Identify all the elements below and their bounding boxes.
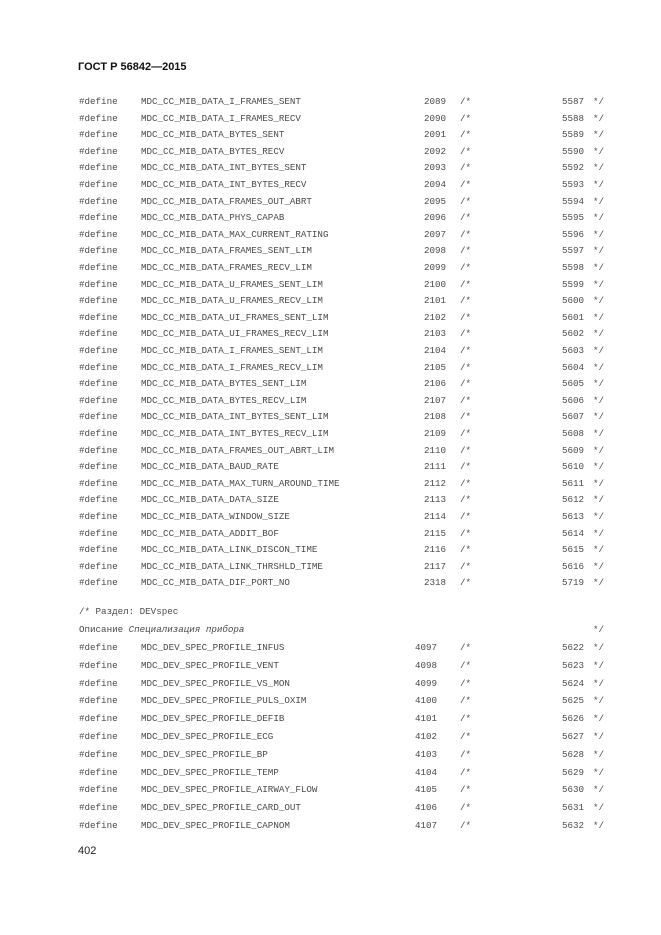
constant-name: MDC_CC_MIB_DATA_FRAMES_OUT_ABRT bbox=[141, 195, 312, 207]
section-description-text bbox=[79, 624, 244, 635]
comment-start: /* bbox=[460, 112, 472, 124]
constant-name: MDC_CC_MIB_DATA_MAX_TURN_AROUND_TIME bbox=[141, 477, 340, 489]
define-keyword: #define bbox=[79, 766, 118, 778]
constant-name: MDC_CC_MIB_DATA_I_FRAMES_SENT bbox=[141, 96, 301, 107]
comment-start: /* bbox=[460, 461, 472, 473]
comment-start: /* bbox=[460, 328, 472, 340]
define-row bbox=[0, 511, 661, 525]
define-row bbox=[0, 146, 661, 160]
reference-code: 5719 bbox=[561, 577, 584, 589]
comment-end: */ bbox=[593, 212, 605, 224]
constant-value: 2089 bbox=[423, 96, 446, 107]
reference-code: 5595 bbox=[561, 212, 584, 224]
comment-start: /* bbox=[460, 228, 472, 240]
reference-code: 5606 bbox=[561, 394, 584, 406]
define-row bbox=[0, 212, 661, 226]
comment-start: /* bbox=[460, 129, 472, 141]
constant-value: 2114 bbox=[423, 511, 446, 522]
constant-value: 4102 bbox=[414, 731, 437, 742]
reference-code: 5616 bbox=[561, 560, 584, 572]
define-row bbox=[0, 695, 661, 709]
constant-name: MDC_CC_MIB_DATA_FRAMES_OUT_ABRT_LIM bbox=[141, 444, 334, 456]
reference-code: 5613 bbox=[561, 511, 584, 522]
reference-code: 5592 bbox=[561, 162, 584, 174]
comment-start: /* bbox=[460, 262, 472, 273]
define-row bbox=[0, 279, 661, 293]
define-row bbox=[0, 784, 661, 798]
constant-name: MDC_DEV_SPEC_PROFILE_VS_MON bbox=[141, 677, 290, 689]
define-keyword: #define bbox=[79, 195, 118, 207]
constant-value: 2096 bbox=[423, 212, 446, 224]
comment-end: */ bbox=[593, 560, 605, 572]
define-keyword: #define bbox=[79, 677, 118, 689]
reference-code: 5627 bbox=[561, 731, 584, 742]
comment-end: */ bbox=[593, 766, 605, 778]
constant-name: MDC_CC_MIB_DATA_I_FRAMES_RECV bbox=[141, 112, 301, 124]
constant-name: MDC_CC_MIB_DATA_LINK_DISCON_TIME bbox=[141, 544, 318, 556]
define-row bbox=[0, 196, 661, 210]
define-row bbox=[0, 528, 661, 542]
constant-name: MDC_CC_MIB_DATA_MAX_CURRENT_RATING bbox=[141, 228, 329, 240]
comment-start: /* bbox=[460, 731, 472, 742]
define-row bbox=[0, 445, 661, 459]
constant-name: MDC_CC_MIB_DATA_BYTES_RECV bbox=[141, 145, 285, 157]
constant-value: 2107 bbox=[423, 394, 446, 406]
comment-start: /* bbox=[460, 378, 472, 390]
constant-name: MDC_CC_MIB_DATA_UI_FRAMES_RECV_LIM bbox=[141, 328, 329, 340]
constant-name: MDC_CC_MIB_DATA_INT_BYTES_RECV bbox=[141, 179, 307, 190]
define-keyword: #define bbox=[79, 477, 118, 489]
constant-value: 2115 bbox=[423, 527, 446, 539]
reference-code: 5593 bbox=[561, 179, 584, 190]
comment-start: /* bbox=[460, 361, 472, 373]
comment-end: */ bbox=[593, 179, 605, 190]
constant-value: 2102 bbox=[423, 311, 446, 323]
define-row bbox=[0, 262, 661, 276]
comment-start: /* bbox=[460, 428, 472, 439]
constant-name: MDC_DEV_SPEC_PROFILE_CAPNOM bbox=[141, 820, 290, 831]
comment-end: */ bbox=[593, 195, 605, 207]
comment-end: */ bbox=[593, 428, 605, 439]
constant-value: 2318 bbox=[423, 577, 446, 589]
comment-start: /* bbox=[460, 195, 472, 207]
comment-start: /* bbox=[460, 494, 472, 506]
comment-end: */ bbox=[593, 659, 605, 671]
comment-start: /* bbox=[460, 560, 472, 572]
comment-end: */ bbox=[593, 328, 605, 340]
reference-code: 5625 bbox=[561, 695, 584, 707]
define-keyword: #define bbox=[79, 642, 118, 653]
reference-code: 5628 bbox=[561, 748, 584, 760]
define-keyword: #define bbox=[79, 713, 118, 725]
comment-end: */ bbox=[593, 411, 605, 423]
constant-name: MDC_DEV_SPEC_PROFILE_AIRWAY_FLOW bbox=[141, 784, 318, 796]
comment-start: /* bbox=[460, 695, 472, 707]
define-keyword: #define bbox=[79, 731, 118, 742]
define-keyword: #define bbox=[79, 802, 118, 814]
description-value: Специализация прибора bbox=[128, 624, 245, 635]
constant-name: MDC_CC_MIB_DATA_LINK_THRSHLD_TIME bbox=[141, 560, 323, 572]
comment-start: /* bbox=[460, 145, 472, 157]
comment-start: /* bbox=[460, 802, 472, 814]
comment-end: */ bbox=[593, 96, 605, 107]
comment-end: */ bbox=[593, 228, 605, 240]
constant-name: MDC_CC_MIB_DATA_FRAMES_SENT_LIM bbox=[141, 245, 312, 257]
define-keyword: #define bbox=[79, 577, 118, 589]
constant-value: 2117 bbox=[423, 560, 446, 572]
reference-code: 5612 bbox=[561, 494, 584, 506]
comment-end: */ bbox=[593, 129, 605, 141]
define-keyword: #define bbox=[79, 560, 118, 572]
define-keyword: #define bbox=[79, 112, 118, 124]
define-keyword: #define bbox=[79, 179, 118, 190]
reference-code: 5602 bbox=[561, 328, 584, 340]
comment-end: */ bbox=[593, 511, 605, 522]
constant-name: MDC_DEV_SPEC_PROFILE_DEFIB bbox=[141, 713, 285, 725]
comment-end: */ bbox=[593, 677, 605, 689]
comment-end: */ bbox=[593, 112, 605, 124]
define-keyword: #define bbox=[79, 262, 118, 273]
constant-value: 4100 bbox=[414, 695, 437, 707]
reference-code: 5590 bbox=[561, 145, 584, 157]
define-row bbox=[0, 577, 661, 591]
define-row bbox=[0, 179, 661, 193]
constant-value: 4103 bbox=[414, 748, 437, 760]
comment-start: /* bbox=[460, 784, 472, 796]
comment-start: /* bbox=[460, 96, 472, 107]
define-row bbox=[0, 660, 661, 674]
reference-code: 5587 bbox=[561, 96, 584, 107]
constant-name: MDC_DEV_SPEC_PROFILE_CARD_OUT bbox=[141, 802, 301, 814]
reference-code: 5622 bbox=[561, 642, 584, 653]
reference-code: 5594 bbox=[561, 195, 584, 207]
define-keyword: #define bbox=[79, 311, 118, 323]
define-row bbox=[0, 362, 661, 376]
constant-value: 4097 bbox=[414, 642, 437, 653]
comment-start: /* bbox=[460, 444, 472, 456]
constant-value: 2108 bbox=[423, 411, 446, 423]
reference-code: 5600 bbox=[561, 295, 584, 307]
comment-start: /* bbox=[460, 642, 472, 653]
define-row bbox=[0, 561, 661, 575]
reference-code: 5588 bbox=[561, 112, 584, 124]
define-keyword: #define bbox=[79, 162, 118, 174]
comment-end: */ bbox=[593, 245, 605, 257]
constant-value: 2113 bbox=[423, 494, 446, 506]
comment-end: */ bbox=[593, 624, 605, 635]
comment-start: /* bbox=[460, 477, 472, 489]
reference-code: 5611 bbox=[561, 477, 584, 489]
define-row bbox=[0, 544, 661, 558]
comment-end: */ bbox=[593, 444, 605, 456]
constant-value: 4105 bbox=[414, 784, 437, 796]
define-keyword: #define bbox=[79, 212, 118, 224]
constant-value: 4098 bbox=[414, 659, 437, 671]
constant-name: MDC_DEV_SPEC_PROFILE_VENT bbox=[141, 659, 279, 671]
comment-end: */ bbox=[593, 145, 605, 157]
constant-value: 2095 bbox=[423, 195, 446, 207]
page-number: 402 bbox=[78, 845, 97, 857]
comment-end: */ bbox=[593, 361, 605, 373]
define-row bbox=[0, 328, 661, 342]
reference-code: 5632 bbox=[561, 820, 584, 831]
reference-code: 5596 bbox=[561, 228, 584, 240]
define-row bbox=[0, 345, 661, 359]
comment-end: */ bbox=[593, 802, 605, 814]
define-row bbox=[0, 731, 661, 745]
comment-start: /* bbox=[460, 411, 472, 423]
define-row bbox=[0, 378, 661, 392]
document-header: ГОСТ Р 56842—2015 bbox=[78, 61, 187, 73]
define-keyword: #define bbox=[79, 145, 118, 157]
constant-name: MDC_CC_MIB_DATA_FRAMES_RECV_LIM bbox=[141, 262, 312, 273]
define-row bbox=[0, 295, 661, 309]
define-keyword: #define bbox=[79, 695, 118, 707]
comment-start: /* bbox=[460, 820, 472, 831]
define-row bbox=[0, 494, 661, 508]
constant-name: MDC_CC_MIB_DATA_DATA_SIZE bbox=[141, 494, 279, 506]
reference-code: 5597 bbox=[561, 245, 584, 257]
comment-end: */ bbox=[593, 748, 605, 760]
constant-value: 2098 bbox=[423, 245, 446, 257]
reference-code: 5624 bbox=[561, 677, 584, 689]
constant-value: 2099 bbox=[423, 262, 446, 273]
define-row bbox=[0, 245, 661, 259]
define-keyword: #define bbox=[79, 278, 118, 290]
comment-start: /* bbox=[460, 677, 472, 689]
define-row bbox=[0, 802, 661, 816]
comment-end: */ bbox=[593, 345, 605, 356]
constant-value: 2116 bbox=[423, 544, 446, 556]
comment-end: */ bbox=[593, 394, 605, 406]
comment-end: */ bbox=[593, 544, 605, 556]
comment-end: */ bbox=[593, 477, 605, 489]
constant-name: MDC_CC_MIB_DATA_BYTES_SENT bbox=[141, 129, 285, 141]
comment-start: /* bbox=[460, 544, 472, 556]
constant-name: MDC_CC_MIB_DATA_WINDOW_SIZE bbox=[141, 511, 290, 522]
comment-start: /* bbox=[460, 162, 472, 174]
reference-code: 5629 bbox=[561, 766, 584, 778]
reference-code: 5626 bbox=[561, 713, 584, 725]
define-keyword: #define bbox=[79, 96, 118, 107]
constant-value: 4101 bbox=[414, 713, 437, 725]
reference-code: 5605 bbox=[561, 378, 584, 390]
constant-name: MDC_CC_MIB_DATA_INT_BYTES_RECV_LIM bbox=[141, 428, 329, 439]
constant-value: 2112 bbox=[423, 477, 446, 489]
constant-value: 2106 bbox=[423, 378, 446, 390]
define-row bbox=[0, 96, 661, 110]
define-row bbox=[0, 820, 661, 834]
comment-end: */ bbox=[593, 378, 605, 390]
comment-end: */ bbox=[593, 311, 605, 323]
constant-name: MDC_DEV_SPEC_PROFILE_INFUS bbox=[141, 642, 285, 653]
constant-name: MDC_CC_MIB_DATA_DIF_PORT_NO bbox=[141, 577, 290, 589]
constant-name: MDC_CC_MIB_DATA_PHYS_CAPAB bbox=[141, 212, 285, 224]
constant-value: 4099 bbox=[414, 677, 437, 689]
define-keyword: #define bbox=[79, 361, 118, 373]
define-keyword: #define bbox=[79, 228, 118, 240]
comment-end: */ bbox=[593, 642, 605, 653]
section-heading: /* Раздел: DEVspec bbox=[79, 606, 179, 617]
constant-name: MDC_CC_MIB_DATA_U_FRAMES_SENT_LIM bbox=[141, 278, 323, 290]
comment-start: /* bbox=[460, 295, 472, 307]
comment-start: /* bbox=[460, 766, 472, 778]
reference-code: 5623 bbox=[561, 659, 584, 671]
reference-code: 5631 bbox=[561, 802, 584, 814]
comment-end: */ bbox=[593, 713, 605, 725]
comment-end: */ bbox=[593, 278, 605, 290]
define-keyword: #define bbox=[79, 378, 118, 390]
define-row bbox=[0, 229, 661, 243]
constant-name: MDC_DEV_SPEC_PROFILE_TEMP bbox=[141, 766, 279, 778]
define-row bbox=[0, 428, 661, 442]
define-keyword: #define bbox=[79, 428, 118, 439]
comment-start: /* bbox=[460, 527, 472, 539]
constant-value: 4107 bbox=[414, 820, 437, 831]
define-keyword: #define bbox=[79, 394, 118, 406]
comment-end: */ bbox=[593, 731, 605, 742]
comment-end: */ bbox=[593, 494, 605, 506]
constant-name: MDC_CC_MIB_DATA_BYTES_RECV_LIM bbox=[141, 394, 307, 406]
define-row bbox=[0, 129, 661, 143]
define-keyword: #define bbox=[79, 328, 118, 340]
define-keyword: #define bbox=[79, 295, 118, 307]
constant-name: MDC_CC_MIB_DATA_U_FRAMES_RECV_LIM bbox=[141, 295, 323, 307]
constant-name: MDC_DEV_SPEC_PROFILE_BP bbox=[141, 748, 268, 760]
reference-code: 5589 bbox=[561, 129, 584, 141]
constant-name: MDC_CC_MIB_DATA_I_FRAMES_RECV_LIM bbox=[141, 361, 323, 373]
comment-start: /* bbox=[460, 394, 472, 406]
constant-value: 2090 bbox=[423, 112, 446, 124]
define-keyword: #define bbox=[79, 659, 118, 671]
constant-name: MDC_CC_MIB_DATA_INT_BYTES_SENT bbox=[141, 162, 307, 174]
define-keyword: #define bbox=[79, 748, 118, 760]
description-label: Описание bbox=[79, 624, 129, 635]
define-row bbox=[0, 113, 661, 127]
define-row bbox=[0, 411, 661, 425]
define-row bbox=[0, 478, 661, 492]
comment-start: /* bbox=[460, 212, 472, 224]
comment-end: */ bbox=[593, 820, 605, 831]
comment-start: /* bbox=[460, 577, 472, 589]
reference-code: 5601 bbox=[561, 311, 584, 323]
constant-name: MDC_DEV_SPEC_PROFILE_ECG bbox=[141, 731, 274, 742]
define-keyword: #define bbox=[79, 820, 118, 831]
comment-start: /* bbox=[460, 245, 472, 257]
define-row bbox=[0, 312, 661, 326]
comment-end: */ bbox=[593, 262, 605, 273]
define-keyword: #define bbox=[79, 527, 118, 539]
constant-name: MDC_CC_MIB_DATA_UI_FRAMES_SENT_LIM bbox=[141, 311, 329, 323]
comment-start: /* bbox=[460, 311, 472, 323]
define-row bbox=[0, 713, 661, 727]
reference-code: 5608 bbox=[561, 428, 584, 439]
reference-code: 5609 bbox=[561, 444, 584, 456]
section-description bbox=[0, 624, 661, 638]
constant-value: 2092 bbox=[423, 145, 446, 157]
constant-name: MDC_CC_MIB_DATA_BAUD_RATE bbox=[141, 461, 279, 473]
constant-value: 2110 bbox=[423, 444, 446, 456]
reference-code: 5630 bbox=[561, 784, 584, 796]
define-keyword: #define bbox=[79, 129, 118, 141]
constant-name: MDC_CC_MIB_DATA_ADDIT_BOF bbox=[141, 527, 279, 539]
constant-value: 2091 bbox=[423, 129, 446, 141]
define-row bbox=[0, 678, 661, 692]
define-keyword: #define bbox=[79, 411, 118, 423]
comment-start: /* bbox=[460, 713, 472, 725]
comment-end: */ bbox=[593, 784, 605, 796]
constant-value: 2097 bbox=[423, 228, 446, 240]
define-keyword: #define bbox=[79, 494, 118, 506]
constant-value: 4104 bbox=[414, 766, 437, 778]
define-row bbox=[0, 162, 661, 176]
constant-name: MDC_CC_MIB_DATA_BYTES_SENT_LIM bbox=[141, 378, 307, 390]
define-row bbox=[0, 767, 661, 781]
constant-value: 2094 bbox=[423, 179, 446, 190]
constant-name: MDC_CC_MIB_DATA_I_FRAMES_SENT_LIM bbox=[141, 345, 323, 356]
define-keyword: #define bbox=[79, 461, 118, 473]
reference-code: 5603 bbox=[561, 345, 584, 356]
define-row bbox=[0, 395, 661, 409]
constant-value: 2109 bbox=[423, 428, 446, 439]
comment-end: */ bbox=[593, 527, 605, 539]
comment-start: /* bbox=[460, 278, 472, 290]
reference-code: 5599 bbox=[561, 278, 584, 290]
constant-value: 2104 bbox=[423, 345, 446, 356]
comment-end: */ bbox=[593, 461, 605, 473]
constant-value: 2093 bbox=[423, 162, 446, 174]
comment-end: */ bbox=[593, 695, 605, 707]
define-keyword: #define bbox=[79, 345, 118, 356]
constant-value: 2111 bbox=[423, 461, 446, 473]
define-row bbox=[0, 749, 661, 763]
constant-value: 2101 bbox=[423, 295, 446, 307]
constant-value: 2103 bbox=[423, 328, 446, 340]
comment-start: /* bbox=[460, 659, 472, 671]
define-keyword: #define bbox=[79, 511, 118, 522]
define-keyword: #define bbox=[79, 245, 118, 257]
comment-start: /* bbox=[460, 748, 472, 760]
define-keyword: #define bbox=[79, 544, 118, 556]
constant-name: MDC_DEV_SPEC_PROFILE_PULS_OXIM bbox=[141, 695, 307, 707]
define-keyword: #define bbox=[79, 784, 118, 796]
comment-start: /* bbox=[460, 511, 472, 522]
reference-code: 5614 bbox=[561, 527, 584, 539]
constant-name: MDC_CC_MIB_DATA_INT_BYTES_SENT_LIM bbox=[141, 411, 329, 423]
reference-code: 5598 bbox=[561, 262, 584, 273]
reference-code: 5610 bbox=[561, 461, 584, 473]
comment-end: */ bbox=[593, 577, 605, 589]
reference-code: 5604 bbox=[561, 361, 584, 373]
define-keyword: #define bbox=[79, 444, 118, 456]
reference-code: 5615 bbox=[561, 544, 584, 556]
define-row bbox=[0, 461, 661, 475]
comment-start: /* bbox=[460, 179, 472, 190]
constant-value: 4106 bbox=[414, 802, 437, 814]
comment-start: /* bbox=[460, 345, 472, 356]
comment-end: */ bbox=[593, 162, 605, 174]
comment-end: */ bbox=[593, 295, 605, 307]
constant-value: 2105 bbox=[423, 361, 446, 373]
reference-code: 5607 bbox=[561, 411, 584, 423]
define-row bbox=[0, 642, 661, 656]
constant-value: 2100 bbox=[423, 278, 446, 290]
